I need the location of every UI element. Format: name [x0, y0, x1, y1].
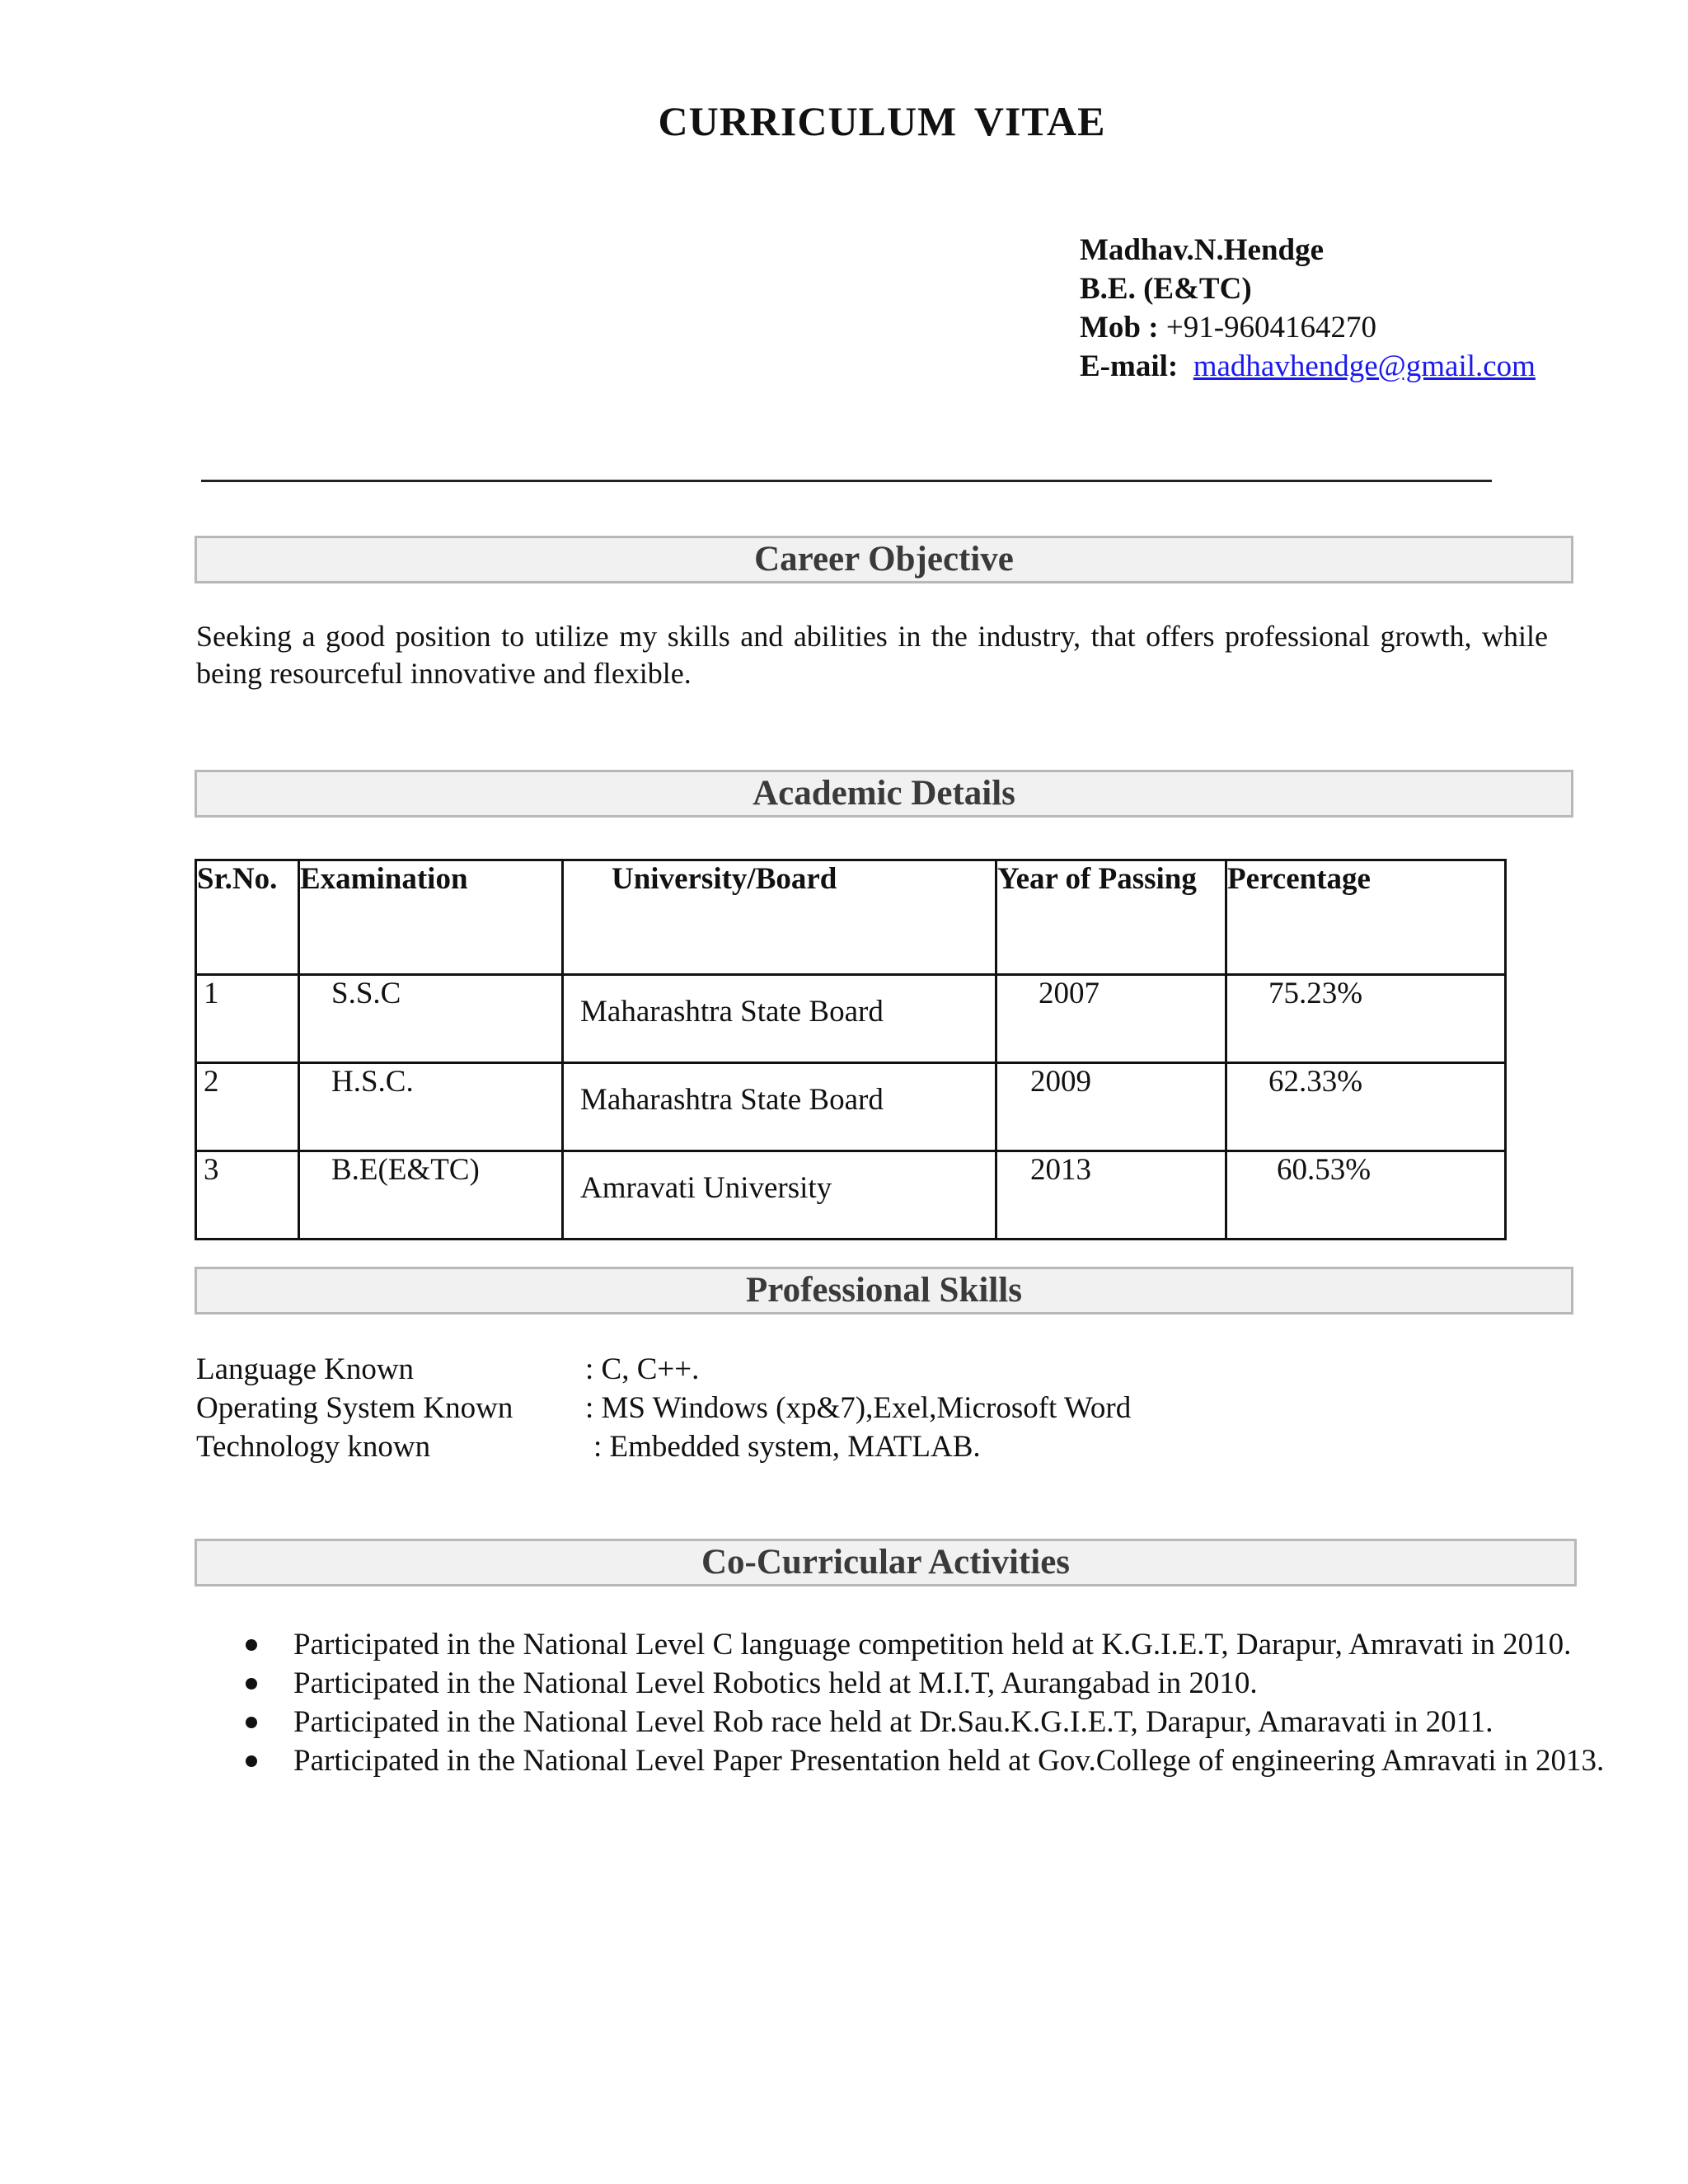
cell-year: 2013	[996, 1151, 1226, 1240]
header-sr-no: Sr.No.	[196, 860, 299, 975]
skill-value: : MS Windows (xp&7),Exel,Microsoft Word	[585, 1391, 1132, 1425]
contact-block	[1080, 231, 1536, 386]
cell-percentage: 62.33%	[1226, 1063, 1506, 1151]
email-link[interactable]: madhavhendge@gmail.com	[1193, 349, 1536, 383]
cell-percentage: 60.53%	[1226, 1151, 1506, 1240]
career-objective-text: Seeking a good position to utilize my skills and abilities in the industry, that offers professional growth, while being resourceful innovative and flexible.	[196, 620, 1548, 690]
section-career-objective: Career Objective	[195, 536, 1573, 583]
skill-label: Technology known	[196, 1430, 431, 1464]
cell-sr-no: 1	[196, 975, 299, 1063]
cell-university: Amravati University	[563, 1151, 996, 1240]
table-row	[196, 1151, 1506, 1240]
section-co-curricular: Co-Curricular Activities	[195, 1539, 1577, 1586]
table-header-row	[196, 860, 1506, 975]
skill-value: : Embedded system, MATLAB.	[593, 1430, 981, 1464]
list-item: Participated in the National Level Paper Presentation held at Gov.College of engineering Amravati in 2013.	[293, 1741, 1653, 1780]
mobile-label: Mob :	[1080, 311, 1159, 344]
page-title: CURRICULUM VITAE	[658, 98, 1106, 144]
header-university-board: University/Board	[563, 860, 996, 975]
header-percentage: Percentage	[1226, 860, 1506, 975]
cell-examination: S.S.C	[299, 975, 563, 1063]
section-professional-skills: Professional Skills	[195, 1267, 1573, 1315]
cell-examination: H.S.C.	[299, 1063, 563, 1151]
skill-label: Language Known	[196, 1352, 415, 1386]
skill-label: Operating System Known	[196, 1391, 513, 1425]
skill-value: : C, C++.	[585, 1352, 700, 1386]
section-academic-details: Academic Details	[195, 770, 1573, 818]
mobile-number: +91-9604164270	[1158, 311, 1377, 344]
list-item: Participated in the National Level C language competition held at K.G.I.E.T, Darapur, Amravati in 2010.	[293, 1625, 1653, 1664]
header-divider	[201, 480, 1492, 482]
table-row	[196, 1063, 1506, 1151]
list-item: Participated in the National Level Robotics held at M.I.T, Aurangabad in 2010.	[293, 1664, 1653, 1703]
cell-university: Maharashtra State Board	[563, 975, 996, 1063]
cell-examination: B.E(E&TC)	[299, 1151, 563, 1240]
cell-sr-no: 3	[196, 1151, 299, 1240]
cell-sr-no: 2	[196, 1063, 299, 1151]
cell-percentage: 75.23%	[1226, 975, 1506, 1063]
academic-table	[195, 859, 1507, 1240]
candidate-degree: B.E. (E&TC)	[1080, 272, 1252, 306]
cell-year: 2007	[996, 975, 1226, 1063]
email-label: E-mail:	[1080, 349, 1179, 383]
header-year-of-passing: Year of Passing	[996, 860, 1226, 975]
cell-year: 2009	[996, 1063, 1226, 1151]
cell-university: Maharashtra State Board	[563, 1063, 996, 1151]
list-item: Participated in the National Level Rob race held at Dr.Sau.K.G.I.E.T, Darapur, Amaravati in 2011.	[293, 1703, 1653, 1741]
header-examination: Examination	[299, 860, 563, 975]
table-row	[196, 975, 1506, 1063]
candidate-name: Madhav.N.Hendge	[1080, 233, 1325, 267]
activities-list	[195, 1625, 1653, 1780]
